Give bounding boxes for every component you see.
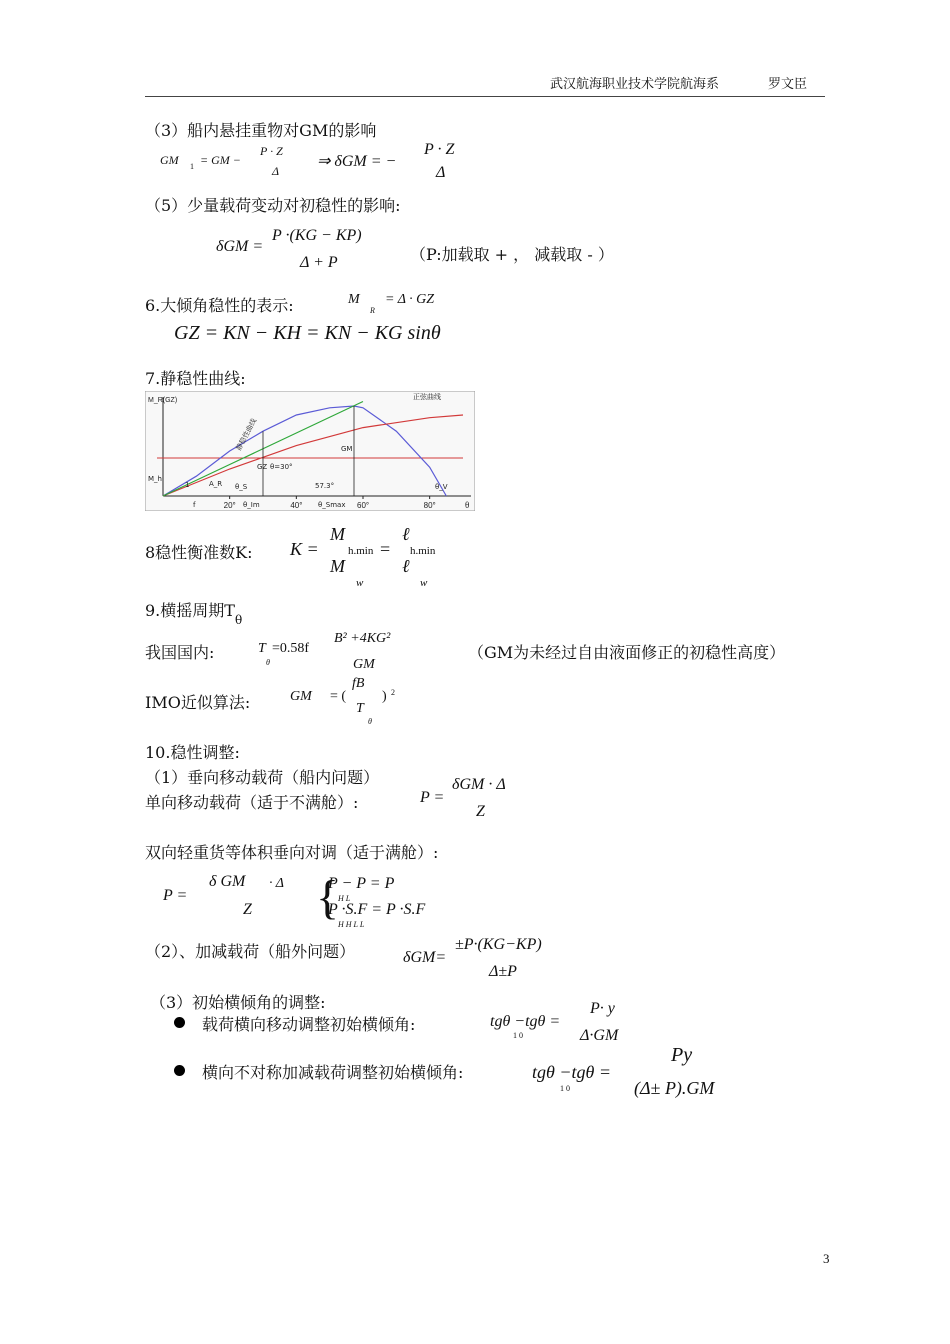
formula-small-load [216, 227, 376, 277]
formula-denominator: M [330, 556, 345, 576]
formula-numerator: P ·(KG − KP) [272, 227, 362, 244]
formula-imo-gm [290, 676, 410, 728]
formula-term: δGM = [216, 238, 264, 255]
formula-gz: GZ = KN − KH = KN − KG sinθ [174, 322, 441, 344]
formula-subscript: θ [368, 717, 372, 726]
formula-term: · Δ [269, 876, 284, 891]
section-5-note: （P:加载取 + ， 减载取 - ） [410, 245, 614, 264]
formula-denominator: Δ [272, 164, 280, 178]
section-10-2: （2）、加减载荷（船外问题） [145, 942, 356, 961]
chart-annotation: 57.3° [315, 482, 335, 490]
formula-numerator: ±P·(KG−KP) [455, 936, 542, 953]
section-6-title: 6.大倾角稳性的表示: [145, 296, 294, 315]
static-stability-chart [145, 391, 475, 511]
formula-term: GM [290, 689, 312, 704]
formula-term: P = [163, 887, 188, 904]
section-3-title: （3）船内悬挂重物对GM的影响 [145, 121, 377, 140]
formula-term: GM [160, 153, 179, 167]
formula-numerator: P · Z [260, 144, 283, 158]
section-9-imo: IMO近似算法: [145, 693, 251, 712]
formula-subscript: h.min [410, 545, 436, 557]
formula-subscript: 1 [190, 162, 194, 171]
chart-annotation: M_h [148, 475, 162, 483]
x-tick-label: 40° [290, 501, 303, 510]
chart-annotation: θ_S [235, 483, 248, 491]
y-axis-label: M_R(GZ) [148, 397, 178, 404]
formula-numerator: δGM · Δ [452, 776, 506, 793]
header-author: 罗文臣 [768, 77, 808, 92]
formula-denominator: Z [243, 901, 252, 918]
formula-heel-shift [490, 1000, 640, 1048]
formula-roll-period [258, 631, 428, 679]
section-10-3a: 载荷横向移动调整初始横倾角: [202, 1015, 416, 1034]
formula-term: tgθ −tgθ = [490, 1013, 561, 1030]
section-5-title: （5）少量载荷变动对初稳性的影响: [145, 196, 401, 215]
x-tick-label: 80° [423, 501, 436, 510]
formula-swap-system [316, 872, 486, 934]
x-axis-label: θ [465, 500, 470, 510]
formula-subscript: R [370, 306, 375, 315]
formula-numerator: Py [671, 1044, 693, 1066]
formula-subscript: 1 0 [560, 1084, 570, 1093]
formula-term: ) [382, 689, 387, 704]
formula-hanging-weight [160, 141, 480, 184]
formula-term: =0.58f [272, 641, 310, 656]
formula-term: = Δ · GZ [385, 292, 435, 307]
formula-denominator: Δ [436, 164, 446, 181]
formula-term: P = [420, 789, 445, 806]
section-10-3b: 横向不对称加减载荷调整初始横倾角: [202, 1063, 464, 1082]
formula-superscript: 2 [391, 688, 395, 697]
formula-numerator: M [330, 524, 345, 544]
chart-annotation: GM [341, 445, 353, 453]
formula-term: T [258, 641, 266, 656]
section-8-title: 8稳性衡准数K: [145, 543, 253, 562]
formula-numerator: B² +4KG² [334, 631, 391, 646]
x-tick-label: 20° [223, 501, 236, 510]
formula-heel-load [532, 1044, 742, 1104]
formula-subscript: w [420, 577, 428, 589]
section-9-title [145, 598, 243, 627]
formula-denominator: T [356, 701, 364, 716]
chart-annotation: θ=30° [270, 463, 293, 471]
formula-numerator: ℓ [402, 524, 410, 544]
formula-subscript: w [356, 577, 364, 589]
formula-term: M [348, 292, 360, 307]
chart-annotation: θ_Smax [318, 501, 346, 509]
section-10-1b: 双向轻重货等体积垂向对调（适于满舱）: [145, 843, 439, 862]
formula-term: = [380, 539, 391, 559]
bullet-icon [174, 1017, 185, 1028]
formula-term: K = [290, 539, 319, 559]
formula-term: tgθ −tgθ = [532, 1062, 611, 1082]
formula-term: = ( [330, 689, 347, 704]
formula-denominator: Δ±P [489, 963, 517, 980]
section-7-title: 7.静稳性曲线: [145, 369, 246, 388]
formula-stability-criterion [290, 522, 460, 592]
formula-denominator: Δ + P [300, 254, 338, 271]
formula-subscript: θ [266, 658, 270, 667]
header-rule [145, 96, 825, 97]
section-10-1a: 单向移动载荷（适于不满舱）: [145, 793, 359, 812]
chart-annotation: 静稳性曲线 [234, 417, 259, 452]
brace: { [316, 871, 340, 924]
formula-numerator: δ GM [209, 873, 246, 890]
section-10-1: （1）垂向移动载荷（船内问题） [145, 768, 380, 787]
formula-subscript: 1 0 [513, 1031, 523, 1040]
chart-annotation: f [193, 501, 196, 509]
section-10-3: （3）初始横倾角的调整: [150, 993, 326, 1012]
formula-denominator: ℓ [402, 556, 410, 576]
section-9-label: 9.横摇周期T [145, 601, 235, 620]
chart-annotation: θ_Im [243, 501, 260, 509]
formula-numerator: fB [352, 676, 365, 691]
chart-annotation: GZ [257, 463, 268, 471]
formula-denominator: Z [476, 803, 485, 820]
formula-line: P ·S.F = P ·S.F [328, 901, 426, 918]
header-institution: 武汉航海职业技术学院航海系 [550, 77, 720, 92]
formula-subscript: H H L L [338, 920, 365, 929]
bullet-icon [174, 1065, 185, 1076]
formula-term: ⇒ δGM = − [317, 153, 397, 170]
page-number: 3 [823, 1251, 830, 1266]
section-9-subscript: θ [234, 613, 243, 627]
chart-annotation: A_R [209, 480, 223, 488]
formula-numerator: P · Z [424, 141, 455, 158]
formula-denominator: (Δ± P).GM [634, 1078, 715, 1098]
section-9-note: （GM为未经过自由液面修正的初稳性高度） [468, 643, 786, 662]
formula-denominator: GM [353, 657, 375, 672]
formula-denominator: Δ·GM [580, 1027, 619, 1044]
formula-numerator: P· y [590, 1000, 615, 1017]
chart-frame [145, 391, 475, 511]
chart-annotation: 正弦曲线 [413, 393, 441, 401]
chart-annotation: θ_V [435, 483, 448, 491]
section-10-title: 10.稳性调整: [145, 743, 240, 762]
formula-subscript: h.min [348, 545, 374, 557]
chart-annotation: 1 [185, 481, 190, 489]
formula-righting-moment [348, 292, 468, 316]
formula-load-change [403, 936, 573, 984]
formula-subscript: H L [338, 894, 351, 903]
x-tick-label: 60° [357, 501, 370, 510]
formula-term: δGM= [403, 949, 447, 966]
formula-line: P − P = P [328, 875, 395, 892]
section-9-domestic: 我国国内: [145, 643, 215, 662]
formula-single-shift [420, 776, 530, 824]
formula-swap-shift [163, 873, 313, 923]
formula-term: = GM − [200, 153, 241, 167]
